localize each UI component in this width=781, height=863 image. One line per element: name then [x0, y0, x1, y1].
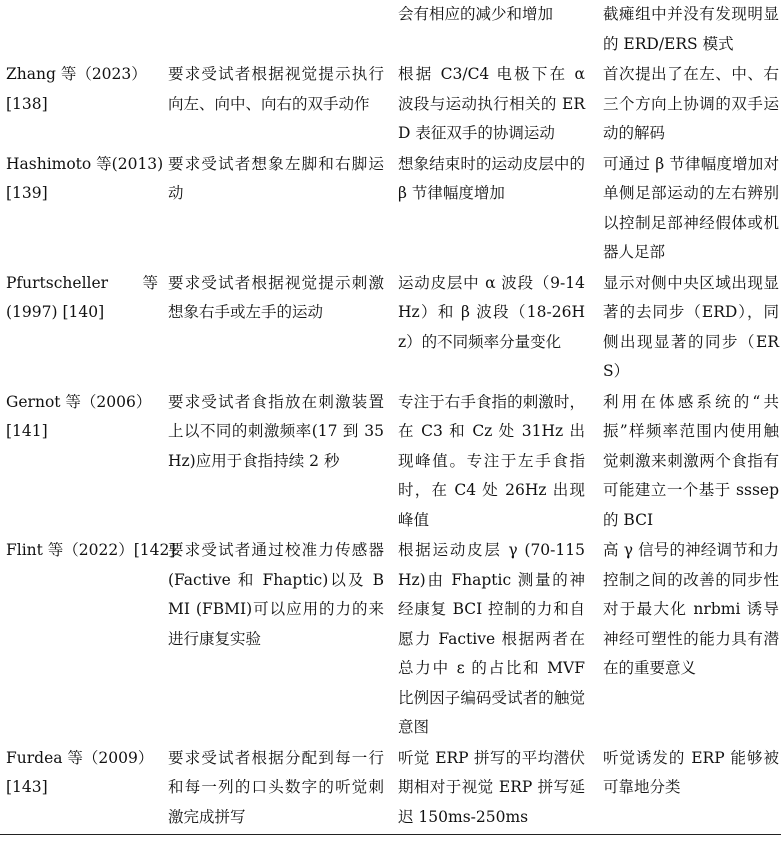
author-text: Pfurtscheller: [6, 273, 109, 292]
reference-number: (1997) [140]: [6, 303, 105, 321]
cell-conclusion: 高 γ 信号的神经调节和力控制之间的改善的同步性对于最大化 nrbmi 诱导神经可塑性的能力具有潜在的重要意义: [603, 541, 779, 677]
author-text: Zhang 等（2023）: [6, 65, 147, 83]
author-suffix: 等: [142, 273, 158, 292]
cell-author: [0, 387, 168, 536]
cell-result: 根据 C3/C4 电极下在 α 波段与运动执行相关的 ERD 表征双手的协调运动: [398, 65, 585, 142]
cell-result: 会有相应的减少和增加: [398, 5, 554, 23]
cell-conclusion: 截瘫组中并没有发现明显的 ERD/ERS 模式: [603, 5, 779, 53]
cell-approach: 要求受试者食指放在刺激装置上以不同的刺激频率(17 到 35Hz)应用于食指持续 2 秒: [168, 392, 384, 470]
cell-result: 想象结束时的运动皮层中的 β 节律幅度增加: [398, 154, 585, 202]
table-row: [0, 535, 781, 743]
cell-conclusion: 利用在体感系统的“共振”样频率范围内使用触觉刺激来刺激两个食指有可能建立一个基于 sssep 的 BCI: [603, 392, 779, 529]
author-text: Flint 等（2022）[142]: [6, 541, 176, 559]
cell-author: [0, 0, 168, 59]
cell-conclusion: 可通过 β 节律幅度增加对单侧足部运动的左右辨别以控制足部神经假体或机器人足部: [603, 154, 779, 261]
reference-number: [138]: [6, 94, 48, 113]
cell-author: [0, 149, 168, 268]
reference-number: [139]: [6, 184, 48, 202]
cell-approach: 要求受试者根据视觉提示执行向左、向中、向右的双手动作: [168, 65, 384, 113]
cell-approach: 要求受试者通过校准力传感器(Factive 和 Fhaptic)以及 BMI (FBMI)可以应用的力的来进行康复实验: [168, 541, 384, 648]
cell-approach: 要求受试者根据视觉提示刺激想象右手或左手的运动: [168, 273, 384, 321]
table-row: [0, 387, 781, 536]
author-text: Furdea 等（2009）: [6, 748, 154, 767]
cell-conclusion: 首次提出了在左、中、右三个方向上协调的双手运动的解码: [603, 65, 779, 142]
cell-conclusion: 显示对侧中央区域出现显著的去同步（ERD），同侧出现显著的同步（ERS）: [603, 273, 779, 380]
cell-author: [0, 743, 168, 835]
table-row: [0, 59, 781, 149]
cell-result: 运动皮层中 α 波段（9-14Hz）和 β 波段（18-26Hz）的不同频率分量变化: [398, 273, 585, 351]
cell-result: 根据运动皮层 γ (70-115 Hz)由 Fhaptic 测量的神经康复 BCI 控制的力和自愿力 Factive 根据两者在总力中 ε 的占比和 MVF 比例因子编码受试者的触觉意图: [398, 541, 585, 736]
cell-result: 听觉 ERP 拼写的平均潜伏期相对于视觉 ERP 拼写延迟 150ms-250ms: [398, 743, 603, 835]
table-row: [0, 743, 781, 835]
author-text: Hashimoto 等(2013): [6, 154, 164, 173]
reference-number: [143]: [6, 778, 48, 796]
cell-conclusion: 听觉诱发的 ERP 能够被可靠地分类: [603, 743, 781, 835]
reference-number: [141]: [6, 422, 48, 440]
cell-author: [0, 268, 168, 387]
cell-result: 专注于右手食指的刺激时，在 C3 和 Cz 处 31Hz 出现峰值。专注于左手食指时，在 C4 处 26Hz 出现峰值: [398, 392, 585, 529]
author-text: Gernot 等（2006）: [6, 392, 152, 411]
table-row: [0, 149, 781, 268]
cell-author: [0, 535, 176, 743]
cell-approach: [168, 0, 398, 59]
cell-author: [0, 59, 168, 149]
table-row: [0, 268, 781, 387]
cell-approach: 要求受试者想象左脚和右脚运动: [168, 154, 384, 202]
table-row-continuation: [0, 0, 781, 59]
cell-approach: 要求受试者根据分配到每一行和每一列的口头数字的听觉刺激完成拼写: [168, 743, 398, 835]
